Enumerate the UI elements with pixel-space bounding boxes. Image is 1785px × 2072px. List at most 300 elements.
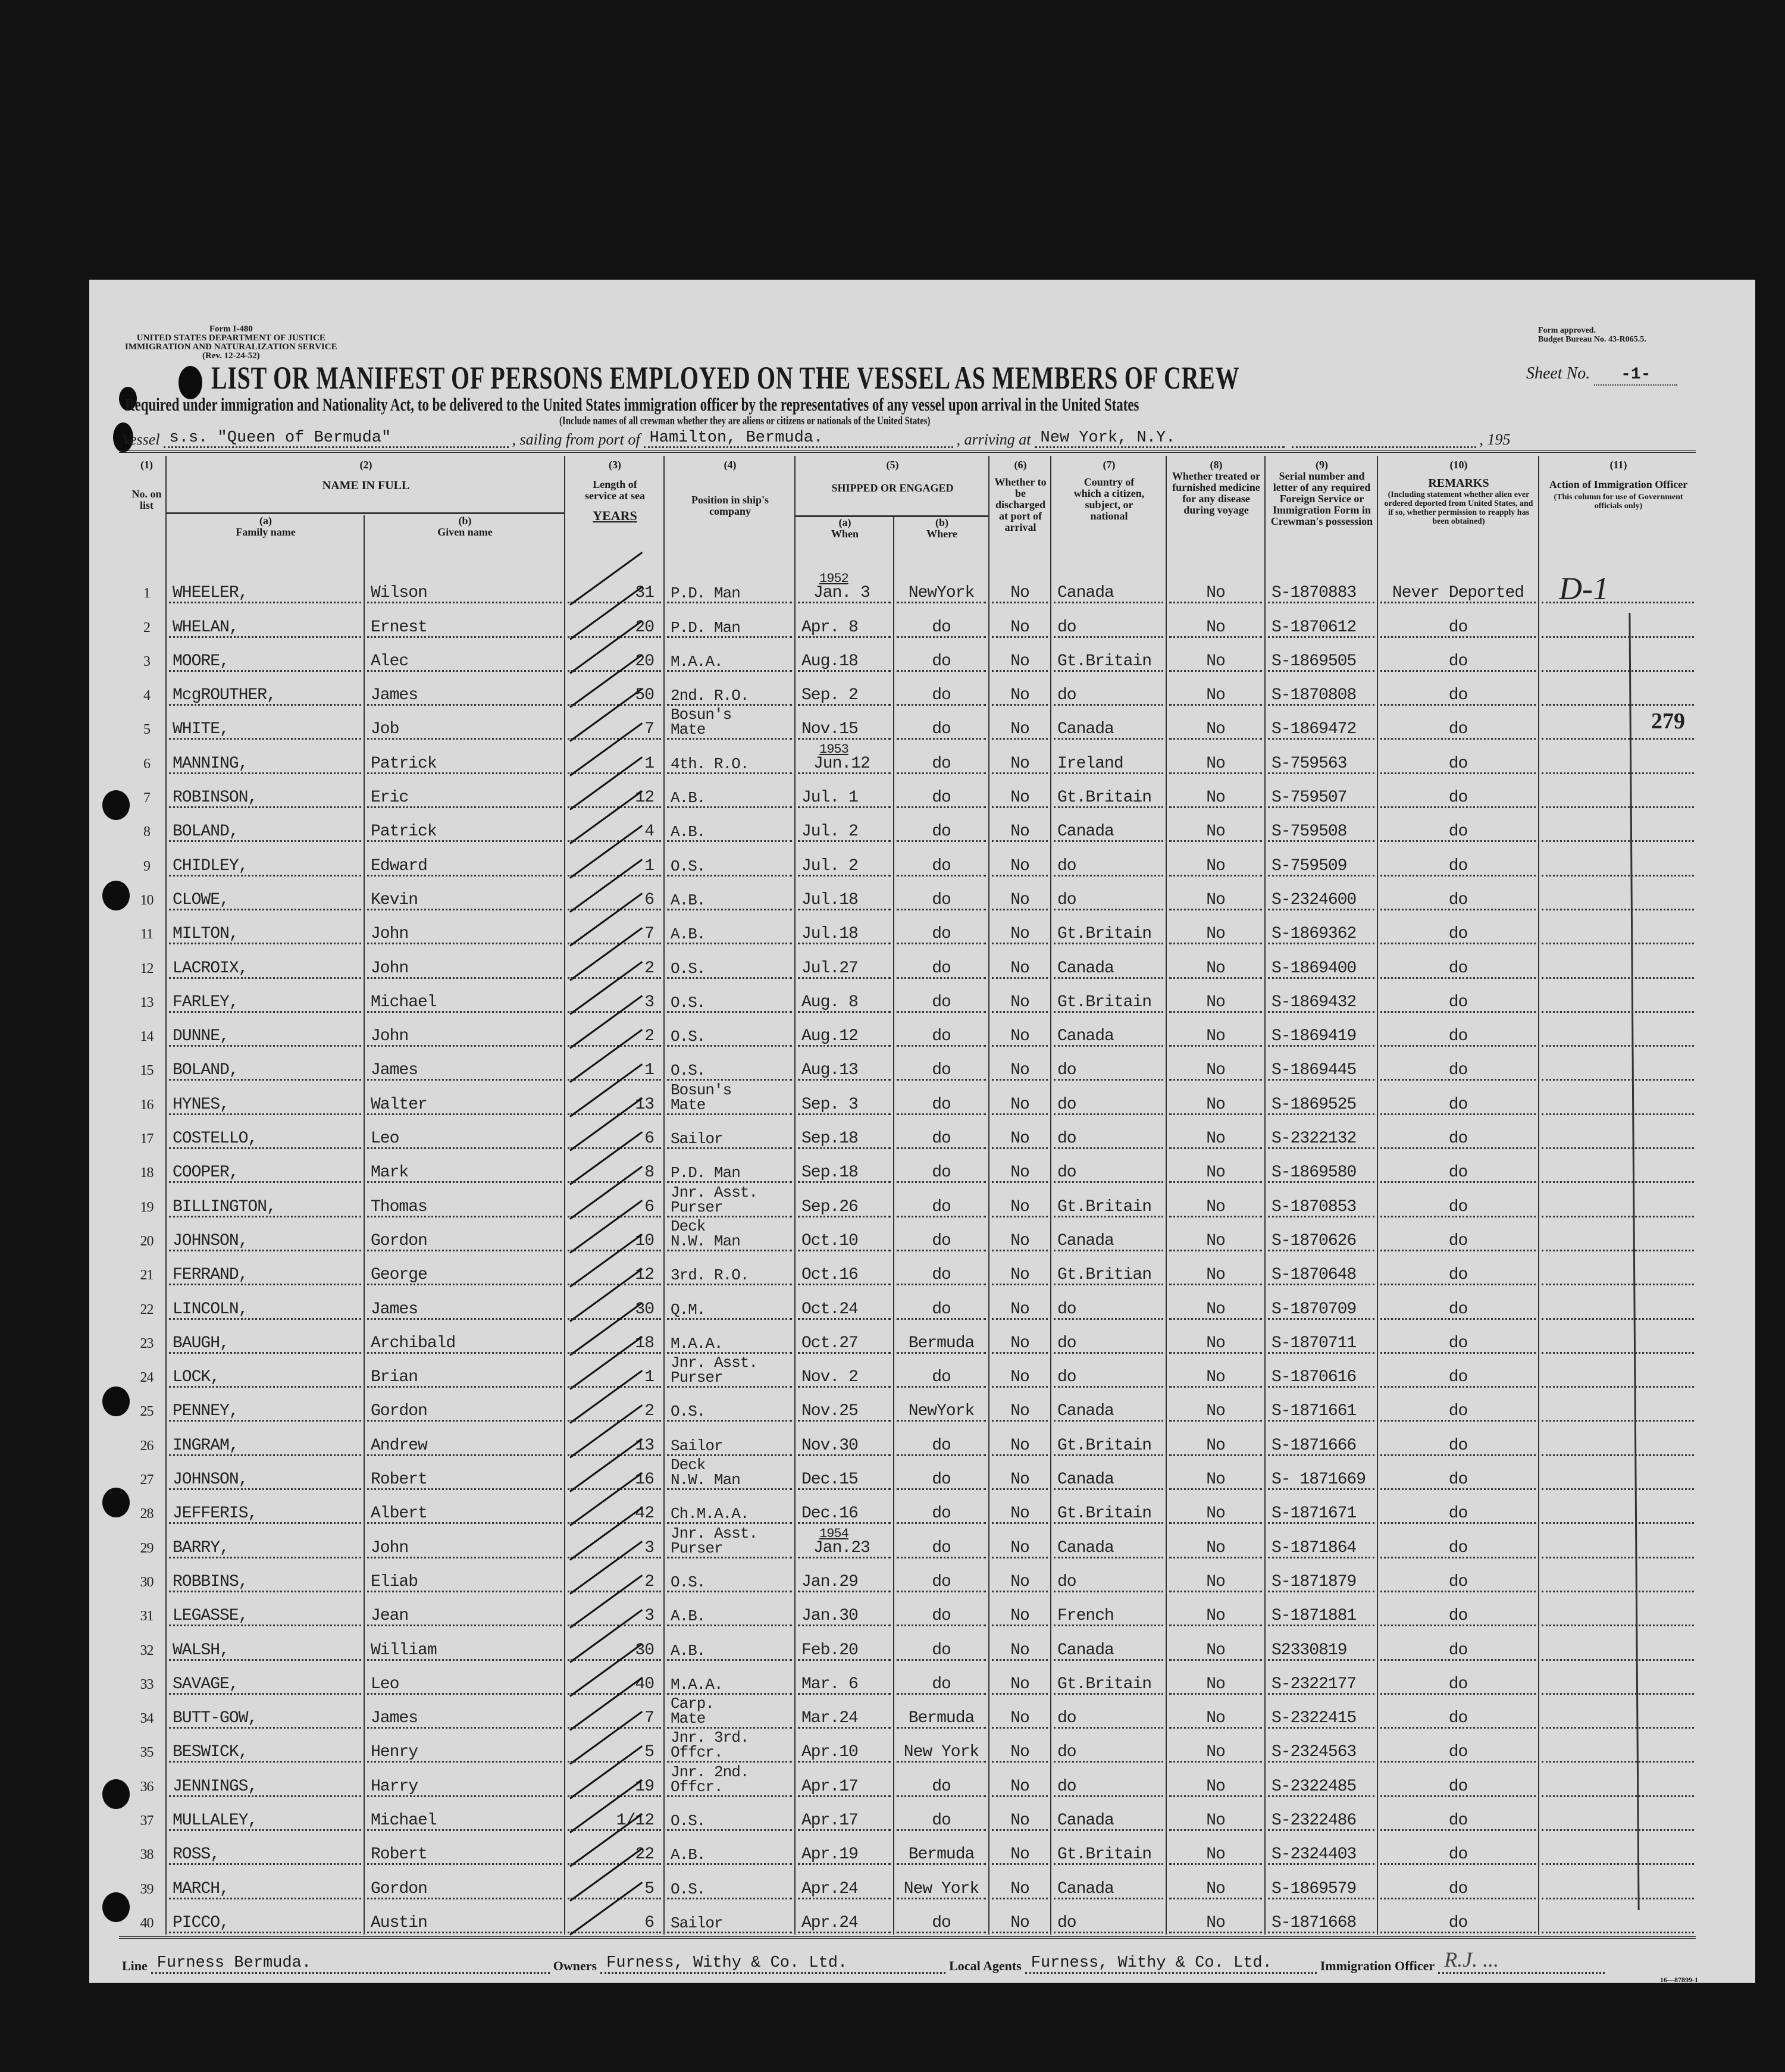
shipped-when-value: Dec.16 — [801, 1504, 858, 1523]
shipped-when-value: Jul.18 — [801, 890, 858, 909]
sailing-label: , sailing from port of — [512, 431, 640, 448]
family-name-value: LEGASSE, — [173, 1607, 248, 1626]
family-name-value: HYNES, — [173, 1095, 229, 1114]
country-value: do — [1057, 890, 1076, 909]
treated — [1166, 1901, 1264, 1935]
serial-number-value: S-1870709 — [1272, 1300, 1357, 1319]
col-years-header: (3) Length of service at sea YEARS — [564, 456, 665, 571]
remarks-value: do — [1448, 1470, 1468, 1489]
table-row — [128, 1355, 1696, 1389]
country-value: Canada — [1057, 1879, 1114, 1898]
treated-value: No — [1206, 1197, 1225, 1216]
shipped-when — [794, 775, 893, 809]
service-years — [564, 1287, 663, 1320]
treated — [1166, 878, 1264, 912]
position-value: Bosun's Mate — [671, 706, 732, 739]
shipped-where-value: do — [932, 1095, 951, 1114]
position — [663, 1901, 794, 1935]
owners-label: Owners — [553, 1958, 597, 1973]
position — [663, 1389, 794, 1423]
table-row — [128, 1901, 1696, 1935]
col-name-header: (2) NAME IN FULL — [165, 456, 565, 571]
service-years — [564, 1866, 663, 1900]
position-value: A.B. — [671, 925, 706, 944]
shipped-where-value: New York — [903, 1743, 979, 1762]
serial-number-value: S-2322485 — [1272, 1777, 1357, 1796]
shipped-when — [794, 673, 893, 707]
position-value: Carp. Mate — [671, 1695, 715, 1728]
row-number-value: 35 — [140, 1745, 154, 1761]
table-row — [128, 1594, 1696, 1627]
country — [1050, 1287, 1166, 1320]
remarks — [1377, 1219, 1538, 1253]
remarks-value: do — [1448, 959, 1468, 978]
serial-number-value: S-1869525 — [1272, 1095, 1357, 1114]
table-row — [128, 1321, 1696, 1355]
given-name — [364, 1594, 564, 1627]
discharged-value: No — [1010, 1777, 1029, 1796]
position-value: A.B. — [671, 1846, 706, 1864]
discharged — [988, 1491, 1050, 1525]
remarks — [1377, 878, 1538, 912]
service-years-value: 19 — [635, 1777, 654, 1796]
remarks-value: do — [1448, 1811, 1468, 1830]
col-given-header: (b) Given name — [364, 515, 565, 571]
action-cell — [1538, 1525, 1696, 1559]
action-cell — [1538, 775, 1696, 809]
serial-number-value: S-1870808 — [1272, 686, 1357, 705]
serial-number — [1264, 1116, 1377, 1150]
row-number — [128, 1764, 165, 1798]
row-number-value: 25 — [140, 1404, 154, 1420]
budget-bureau-no: Budget Bureau No. 43-R065.5. — [1538, 335, 1646, 344]
shipped-when-value: Jan.23 — [813, 1538, 870, 1557]
country — [1050, 1423, 1166, 1457]
family-name-value: WHELAN, — [173, 618, 239, 637]
serial-number-value: S-1869400 — [1272, 959, 1357, 978]
country-value: Canada — [1057, 822, 1114, 841]
table-row — [128, 1662, 1696, 1696]
position — [663, 912, 794, 946]
serial-number — [1264, 1321, 1377, 1355]
serial-number-value: S-1870648 — [1272, 1266, 1357, 1285]
row-number-value: 34 — [140, 1711, 154, 1727]
shipped-when — [794, 1048, 893, 1082]
service-years — [564, 1116, 663, 1150]
position-value: A.B. — [671, 789, 706, 807]
col-shipped-header: (5) SHIPPED OR ENGAGED — [794, 456, 989, 571]
serial-number-value: S-2324563 — [1272, 1743, 1357, 1762]
treated-value: No — [1206, 1811, 1225, 1830]
country — [1050, 1901, 1166, 1935]
family-name — [165, 1764, 364, 1798]
action-cell — [1538, 741, 1696, 775]
owners-field: Furness, Withy & Co. Ltd. — [600, 1954, 945, 1974]
family-name-value: BOLAND, — [173, 822, 239, 841]
service-years-value: 3 — [644, 993, 654, 1012]
remarks-value: do — [1448, 1709, 1468, 1728]
position — [663, 1014, 794, 1048]
shipped-where — [893, 1184, 988, 1218]
family-name-value: MARCH, — [173, 1879, 229, 1898]
family-name-value: ROBINSON, — [173, 788, 258, 807]
serial-number-value: S-1869432 — [1272, 993, 1357, 1012]
position-value: Jnr. Asst. Purser — [671, 1183, 758, 1216]
action-cell — [1538, 1798, 1696, 1832]
shipped-when — [794, 639, 893, 673]
shipped-where — [893, 1901, 988, 1935]
given-name — [364, 1253, 564, 1287]
row-number — [128, 980, 165, 1014]
treated — [1166, 1560, 1264, 1594]
service-years-value: 4 — [644, 822, 654, 841]
remarks — [1377, 639, 1538, 673]
discharged-value: No — [1010, 720, 1029, 739]
shipped-where — [893, 843, 988, 877]
shipped-where — [893, 1696, 988, 1730]
country — [1050, 1219, 1166, 1253]
treated-value: No — [1206, 1607, 1225, 1626]
treated — [1166, 1832, 1264, 1866]
col-action-header: (11) Action of Immigration Officer (This column for use of Government officials only) — [1538, 456, 1698, 571]
shipped-where-value: do — [932, 959, 951, 978]
remarks-value: do — [1448, 1129, 1468, 1148]
discharged-value: No — [1010, 1504, 1029, 1523]
treated — [1166, 809, 1264, 843]
treated — [1166, 843, 1264, 877]
row-number — [128, 605, 165, 638]
shipped-where-value: do — [932, 1777, 951, 1796]
row-number-value: 5 — [143, 722, 150, 738]
position-value: Deck N.W. Man — [671, 1456, 740, 1489]
shipped-when-value: Jan.29 — [801, 1572, 858, 1591]
given-name — [364, 1082, 564, 1116]
remarks-value: do — [1448, 754, 1468, 773]
treated-value: No — [1206, 754, 1225, 773]
family-name — [165, 1662, 364, 1696]
divider — [165, 512, 564, 514]
treated-value: No — [1206, 1572, 1225, 1591]
family-name — [165, 741, 364, 775]
row-number-value: 40 — [140, 1915, 154, 1931]
position-value: 4th. R.O. — [671, 755, 749, 773]
action-cell — [1538, 1116, 1696, 1150]
remarks — [1377, 1901, 1538, 1935]
position — [663, 1832, 794, 1866]
discharged — [988, 639, 1050, 673]
shipped-where — [893, 1219, 988, 1253]
discharged-value: No — [1010, 993, 1029, 1012]
given-name-value: Michael — [371, 993, 437, 1012]
family-name — [165, 1457, 364, 1491]
row-number-value: 37 — [140, 1813, 154, 1829]
shipped-where-value: do — [932, 1811, 951, 1830]
service-years-value: 2 — [644, 1027, 654, 1046]
serial-number — [1264, 1014, 1377, 1048]
remarks-value: do — [1448, 1879, 1468, 1898]
remarks — [1377, 946, 1538, 979]
treated — [1166, 1253, 1264, 1287]
given-name-value: Thomas — [371, 1197, 427, 1216]
table-row — [128, 1798, 1696, 1832]
serial-number-value: S-1871879 — [1272, 1572, 1357, 1591]
service-years-value: 2 — [644, 1572, 654, 1591]
given-name — [364, 1219, 564, 1253]
table-row — [128, 1764, 1696, 1798]
given-name — [364, 1866, 564, 1900]
discharged — [988, 912, 1050, 946]
shipped-where-value: do — [932, 1607, 951, 1626]
service-years-value: 1 — [644, 1368, 654, 1387]
country — [1050, 1866, 1166, 1900]
shipped-when — [794, 1321, 893, 1355]
col-where-header: (b) Where — [893, 517, 989, 571]
treated-value: No — [1206, 890, 1225, 909]
position — [663, 1184, 794, 1218]
position-value: P.D. Man — [671, 1164, 740, 1182]
shipped-where — [893, 1048, 988, 1082]
shipped-where — [893, 946, 988, 979]
serial-number — [1264, 605, 1377, 638]
country-value: Canada — [1057, 584, 1114, 603]
table-row — [128, 1627, 1696, 1661]
family-name — [165, 1287, 364, 1320]
given-name-value: James — [371, 686, 418, 705]
discharged-value: No — [1010, 1845, 1029, 1864]
serial-number-value: S-1871666 — [1272, 1436, 1357, 1455]
row-number — [128, 571, 165, 605]
shipped-where-value: do — [932, 890, 951, 909]
position-value: Ch.M.A.A. — [671, 1505, 749, 1523]
family-name-value: SAVAGE, — [173, 1674, 239, 1694]
position — [663, 1321, 794, 1355]
service-years — [564, 843, 663, 877]
discharged-value: No — [1010, 1163, 1029, 1182]
position-value: O.S. — [671, 959, 706, 978]
position-value: O.S. — [671, 1403, 706, 1421]
approval-text: Form approved. — [1538, 326, 1596, 335]
discharged-value: No — [1010, 1027, 1029, 1046]
remarks — [1377, 1150, 1538, 1184]
shipped-when-value: Aug.12 — [801, 1027, 858, 1046]
remarks — [1377, 1116, 1538, 1150]
given-name-value: John — [371, 1538, 409, 1557]
table-row — [128, 1219, 1696, 1253]
shipped-when-value: Jan.30 — [801, 1607, 858, 1626]
row-number-value: 7 — [143, 790, 150, 806]
treated — [1166, 1355, 1264, 1389]
given-name — [364, 775, 564, 809]
row-number — [128, 1901, 165, 1935]
shipped-where-value: do — [932, 1027, 951, 1046]
row-number — [128, 1116, 165, 1150]
country — [1050, 775, 1166, 809]
given-name-value: Albert — [371, 1504, 427, 1523]
family-name — [165, 1048, 364, 1082]
row-number-value: 22 — [140, 1301, 154, 1317]
country — [1050, 1525, 1166, 1559]
shipped-when — [794, 1662, 893, 1696]
punch-hole — [102, 881, 130, 910]
treated-value: No — [1206, 959, 1225, 978]
row-number-value: 29 — [140, 1540, 154, 1556]
treated — [1166, 1594, 1264, 1627]
row-number-value: 3 — [143, 653, 150, 669]
shipped-where-value: do — [932, 1538, 951, 1557]
position-value: Q.M. — [671, 1300, 706, 1319]
discharged-value: No — [1010, 959, 1029, 978]
country — [1050, 878, 1166, 912]
shipped-where-value: Bermuda — [908, 1334, 975, 1353]
serial-number-value: S-759563 — [1272, 754, 1347, 773]
shipped-where-value: do — [932, 720, 951, 739]
given-name-value: Leo — [371, 1674, 399, 1694]
family-name — [165, 1150, 364, 1184]
row-number-value: 10 — [140, 892, 154, 908]
remarks-value: Never Deported — [1392, 584, 1524, 603]
position-value: Sailor — [671, 1914, 723, 1932]
shipped-where — [893, 1253, 988, 1287]
treated — [1166, 571, 1264, 605]
table-row — [128, 1116, 1696, 1150]
shipped-where — [893, 1627, 988, 1661]
treated-value: No — [1206, 1641, 1225, 1660]
shipped-when — [794, 1627, 893, 1661]
col-country-header: (7) Country of which a citizen, subject, or national — [1050, 456, 1167, 571]
given-name — [364, 1832, 564, 1866]
remarks-value: do — [1448, 720, 1468, 739]
position — [663, 1560, 794, 1594]
remarks-value: do — [1448, 1334, 1468, 1353]
shipped-where — [893, 1525, 988, 1559]
position — [663, 1764, 794, 1798]
family-name-value: BOLAND, — [173, 1061, 239, 1080]
service-years — [564, 1219, 663, 1253]
service-years-value: 3 — [644, 1607, 654, 1626]
service-years-value: 1 — [644, 754, 654, 773]
treated-value: No — [1206, 1504, 1225, 1523]
discharged — [988, 1730, 1050, 1764]
family-name-value: CLOWE, — [173, 890, 229, 909]
treated — [1166, 1423, 1264, 1457]
position-value: A.B. — [671, 823, 706, 841]
service-years — [564, 946, 663, 979]
remarks-value: do — [1448, 1674, 1468, 1694]
arriving-at-field: New York, N.Y. — [1035, 430, 1285, 448]
discharged — [988, 1560, 1050, 1594]
given-name — [364, 1730, 564, 1764]
serial-number — [1264, 1662, 1377, 1696]
treated — [1166, 1696, 1264, 1730]
discharged — [988, 1184, 1050, 1218]
row-number — [128, 1798, 165, 1832]
year-note: 1954 — [819, 1526, 848, 1541]
remarks — [1377, 980, 1538, 1014]
country-value: Canada — [1057, 1402, 1114, 1421]
shipped-when — [794, 1798, 893, 1832]
shipped-where-value: do — [932, 1197, 951, 1216]
serial-number-value: S-1870853 — [1272, 1197, 1357, 1216]
serial-number — [1264, 912, 1377, 946]
shipped-when — [794, 1866, 893, 1900]
divider — [119, 1936, 1696, 1939]
country-value: do — [1057, 856, 1076, 875]
action-cell — [1538, 1287, 1696, 1320]
table-row — [128, 1082, 1696, 1116]
given-name-value: James — [371, 1709, 418, 1728]
action-annotation: 279 — [1651, 709, 1685, 734]
shipped-where — [893, 605, 988, 638]
row-number-value: 16 — [140, 1097, 154, 1113]
serial-number — [1264, 1423, 1377, 1457]
family-name-value: COOPER, — [173, 1163, 239, 1182]
family-name-value: WHEELER, — [173, 584, 248, 603]
position — [663, 1662, 794, 1696]
discharged — [988, 1423, 1050, 1457]
shipped-where — [893, 1116, 988, 1150]
shipped-where-value: do — [932, 1300, 951, 1319]
family-name — [165, 1219, 364, 1253]
shipped-where-value: do — [932, 993, 951, 1012]
given-name-value: Eliab — [371, 1572, 418, 1591]
service-years — [564, 1253, 663, 1287]
given-name-value: Austin — [371, 1913, 427, 1932]
table-row — [128, 571, 1696, 605]
service-years-value: 6 — [644, 890, 654, 909]
country — [1050, 1798, 1166, 1832]
remarks-value: do — [1448, 686, 1468, 705]
shipped-when-value: Apr.24 — [801, 1913, 858, 1932]
country-value: Canada — [1057, 1641, 1114, 1660]
table-row — [128, 1832, 1696, 1866]
family-name-value: MANNING, — [173, 754, 248, 773]
table-row — [128, 707, 1696, 741]
shipped-when — [794, 1901, 893, 1935]
shipped-when-value: Oct.16 — [801, 1266, 858, 1285]
family-name-value: JENNINGS, — [173, 1777, 258, 1796]
family-name — [165, 1594, 364, 1627]
remarks — [1377, 1866, 1538, 1900]
country-value: do — [1057, 1368, 1076, 1387]
family-name-value: McgROUTHER, — [173, 686, 276, 705]
row-number — [128, 1662, 165, 1696]
serial-number — [1264, 1866, 1377, 1900]
country-value: do — [1057, 1163, 1076, 1182]
shipped-where-value: NewYork — [908, 1402, 975, 1421]
remarks-value: do — [1448, 822, 1468, 841]
country — [1050, 1662, 1166, 1696]
country — [1050, 1321, 1166, 1355]
row-number — [128, 775, 165, 809]
serial-number — [1264, 809, 1377, 843]
shipped-where-value: do — [932, 1572, 951, 1591]
shipped-when — [794, 843, 893, 877]
row-number-value: 14 — [140, 1029, 154, 1045]
remarks-value: do — [1448, 1300, 1468, 1319]
shipped-when — [794, 878, 893, 912]
footer — [122, 1947, 1699, 1974]
discharged — [988, 571, 1050, 605]
country — [1050, 741, 1166, 775]
remarks — [1377, 1525, 1538, 1559]
country-value: do — [1057, 1061, 1076, 1080]
treated-value: No — [1206, 1674, 1225, 1694]
service-years-value: 10 — [635, 1231, 654, 1250]
treated — [1166, 1730, 1264, 1764]
shipped-where-value: do — [932, 856, 951, 875]
given-name-value: Patrick — [371, 754, 437, 773]
position-value: Sailor — [671, 1130, 723, 1148]
